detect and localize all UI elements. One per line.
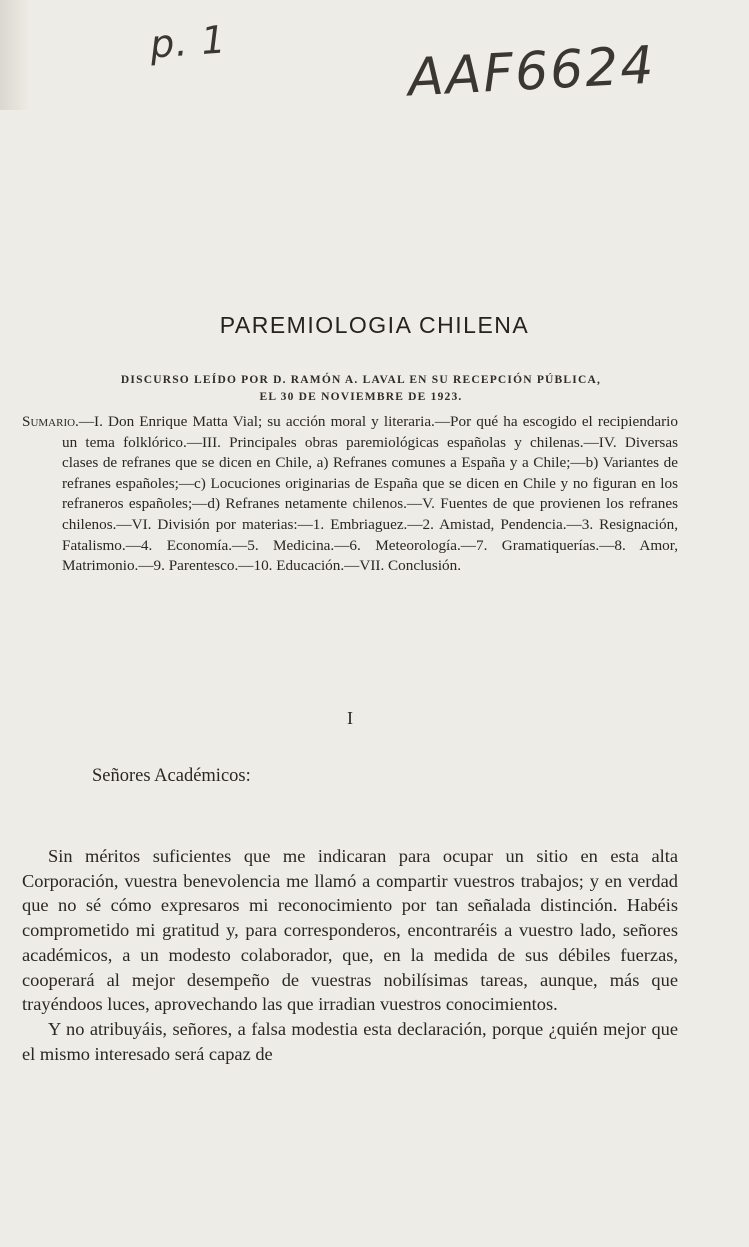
paragraph-1: Sin méritos suficientes que me indicaran para ocupar un sitio en esta alta Corporación, vuestra benevolencia me llamó a compartir vuestros trabajos; y en verdad que no sé cómo expresaros mi reconocimiento por tan señalada distinción. Habéis comprometido mi gratitud y, para corresponderos, encontraréis a vuestro lado, señores académicos, a un modesto colaborador, que, en la medida de sus débiles fuerzas, cooperará al mejor desempeño de vuestras nobilísimas tareas, aunque, más que trayéndoos luces, aprovechando las que irradian vuestros conocimientos. — [22, 846, 678, 1015]
salutation: Señores Académicos: — [92, 766, 251, 786]
document-title: PAREMIOLOGIA CHILENA — [219, 312, 530, 338]
handwritten-catalog-code: AAF6624 — [406, 35, 657, 109]
subtitle-line-2: EL 30 DE NOVIEMBRE DE 1923. — [259, 391, 463, 403]
paragraph-2: Y no atribuyáis, señores, a falsa modestia esta declaración, porque ¿quién mejor que el mismo interesado será capaz de — [22, 1018, 678, 1064]
section-number: I — [347, 708, 353, 728]
summary-text: —I. Don Enrique Matta Vial; su acción moral y literaria.—Por qué ha escogido el recipiendario un tema folklórico.—III. Principales obras paremiológicas españolas y chilenas.—IV. Diversas clases de refranes que se dicen en Chile, a) Refranes comunes a España y a Chile;—b) Variantes de refranes españoles;—c) Locuciones originarias de España que se dicen en Chile y no figuran en los refraneros españoles;—d) Refranes netamente chilenos.—V. Fuentes de que provienen los refranes chilenos.—VI. División por materias:—1. Embriaguez.—2. Amistad, Pendencia.—3. Resignación, Fatalismo.—4. Economía.—5. Medicina.—6. Meteorología.—7. Gramatiquerías.—8. Amor, Matrimonio.—9. Parentesco.—10. Educación.—VII. Conclusión. — [62, 413, 678, 575]
handwritten-page-mark: p. 1 — [148, 17, 228, 67]
summary-block — [22, 412, 678, 577]
subtitle-line-1: DISCURSO LEÍDO POR D. RAMÓN A. LAVAL EN SU RECEPCIÓN PÚBLICA, — [120, 374, 602, 386]
body-text — [22, 844, 678, 1066]
summary-lead: Sumario. — [22, 413, 79, 430]
page-edge-stain — [0, 0, 30, 110]
document-subtitle — [20, 372, 702, 406]
